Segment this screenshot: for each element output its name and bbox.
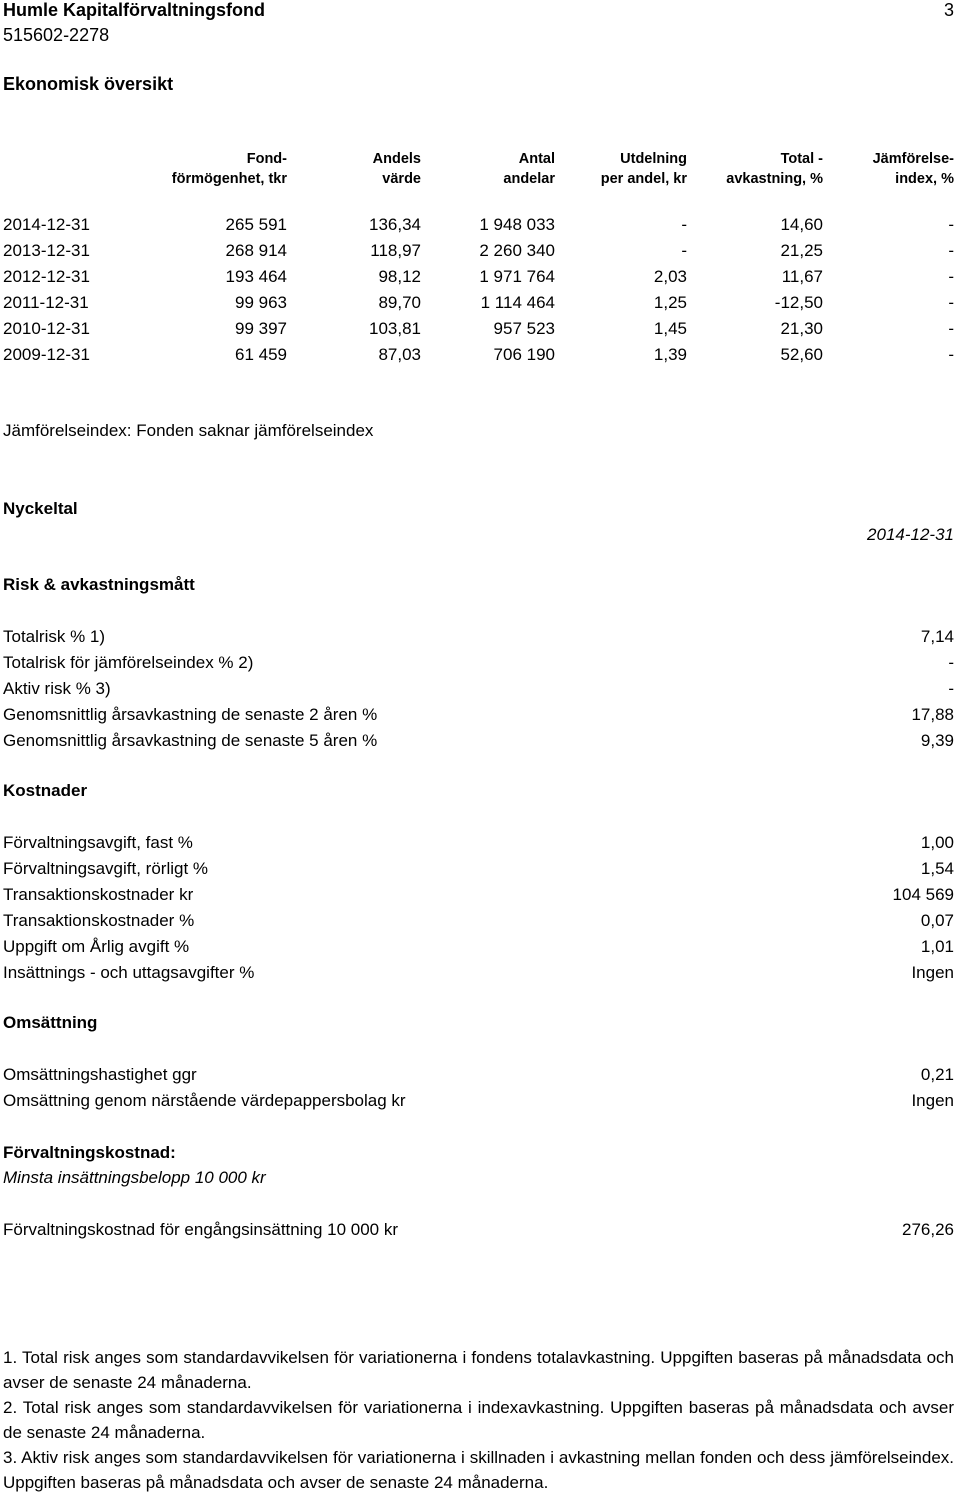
table-cell: - <box>948 215 954 234</box>
footnote-2: 2. Total risk anges som standardavvikelsen för variationerna i indexavkastning. Uppgiften baseras på månadsdata och avser de senaste 24 månaderna. <box>3 1398 954 1442</box>
table-row <box>0 266 960 292</box>
col-header-fund-assets: Fond- förmögenhet, tkr <box>171 151 287 187</box>
kv-label: Genomsnittlig årsavkastning de senaste 2 åren % <box>3 705 378 724</box>
table-cell: 2009-12-31 <box>3 345 90 364</box>
kv-label: Förvaltningsavgift, fast % <box>3 833 193 852</box>
org-number: 515602-2278 <box>3 25 110 45</box>
table-cell: 2010-12-31 <box>3 319 90 338</box>
kv-label: Genomsnittlig årsavkastning de senaste 5 åren % <box>3 731 378 750</box>
table-cell: 2012-12-31 <box>3 267 90 286</box>
table-cell: 118,97 <box>370 241 421 260</box>
page-number: 3 <box>943 0 954 20</box>
kv-label: Förvaltningsavgift, rörligt % <box>3 859 209 878</box>
kv-label: Förvaltningskostnad för engångsinsättning 10 000 kr <box>3 1220 399 1239</box>
col-header-unit-value: Andels värde <box>372 151 421 187</box>
overview-title: Ekonomisk översikt <box>3 74 174 94</box>
table-cell: - <box>948 293 954 312</box>
table-cell: 1,39 <box>653 345 687 364</box>
footnotes <box>3 1345 954 1495</box>
table-row <box>0 344 960 370</box>
table-cell: 52,60 <box>780 345 823 364</box>
kv-label: Transaktionskostnader % <box>3 911 195 930</box>
footnote-3: 3. Aktiv risk anges som standardavvikelsen för variationerna i skillnaden i avkastning mellan fonden och dess jämförelseindex. Uppgiften baseras på månadsdata och avser de senaste 24 månaderna. <box>3 1448 954 1492</box>
table-cell: 2014-12-31 <box>3 215 90 234</box>
risk-section-title: Risk & avkastningsmått <box>3 575 195 594</box>
table-row <box>0 318 960 344</box>
kv-value: - <box>948 679 954 698</box>
kv-value: Ingen <box>911 1091 954 1110</box>
kv-row-related-party-turnover <box>3 1090 954 1116</box>
kv-value: 1,01 <box>920 937 954 956</box>
kv-row-transaction-costs-pct <box>3 910 954 936</box>
kv-value: 17,88 <box>911 705 954 724</box>
kv-value: 0,07 <box>920 911 954 930</box>
kv-row-total-risk <box>3 626 954 652</box>
kv-value: Ingen <box>911 963 954 982</box>
kv-row-benchmark-risk <box>3 652 954 678</box>
table-cell: 21,25 <box>780 241 823 260</box>
table-cell: 193 464 <box>225 267 287 286</box>
table-cell: 1,25 <box>653 293 687 312</box>
table-cell: 2013-12-31 <box>3 241 90 260</box>
kv-row-avg-return-2y <box>3 704 954 730</box>
kv-value: 0,21 <box>920 1065 954 1084</box>
table-cell: 103,81 <box>369 319 421 338</box>
table-cell: 265 591 <box>225 215 287 234</box>
kv-row-turnover-rate <box>3 1064 954 1090</box>
key-figures-title: Nyckeltal <box>3 499 78 518</box>
col-header-dividend: Utdelning per andel, kr <box>600 151 687 187</box>
table-cell: 2011-12-31 <box>3 293 89 312</box>
table-cell: - <box>681 215 687 234</box>
kv-value: 104 569 <box>892 885 954 904</box>
table-cell: 957 523 <box>493 319 555 338</box>
kv-value: - <box>948 653 954 672</box>
table-cell: - <box>948 319 954 338</box>
table-cell: 21,30 <box>780 319 823 338</box>
table-cell: 99 963 <box>235 293 287 312</box>
management-cost-title: Förvaltningskostnad: <box>3 1143 176 1162</box>
kv-value: 276,26 <box>902 1220 954 1239</box>
table-cell: - <box>681 241 687 260</box>
kv-label: Uppgift om Årlig avgift % <box>3 937 190 956</box>
table-cell: 61 459 <box>235 345 287 364</box>
kv-label: Aktiv risk % 3) <box>3 679 111 698</box>
key-figures-date: 2014-12-31 <box>867 525 954 544</box>
table-row <box>0 240 960 266</box>
kv-label: Totalrisk % 1) <box>3 627 106 646</box>
benchmark-note: Jämförelseindex: Fonden saknar jämförelseindex <box>3 421 374 440</box>
table-row <box>0 214 960 240</box>
table-cell: 2,03 <box>653 267 687 286</box>
table-cell: 89,70 <box>378 293 421 312</box>
table-cell: - <box>948 241 954 260</box>
kv-row-annual-fee <box>3 936 954 962</box>
table-cell: - <box>948 267 954 286</box>
table-cell: -12,50 <box>774 293 823 312</box>
footnote-1: 1. Total risk anges som standardavvikelsen för variationerna i fondens totalavkastning. Uppgiften baseras på månadsdata och avser de senaste 24 månaderna. <box>3 1348 954 1392</box>
overview-table-body <box>0 214 960 370</box>
col-header-total-return: Total - avkastning, % <box>726 151 823 187</box>
col-header-units: Antal andelar <box>503 151 555 187</box>
overview-table-header <box>0 149 960 189</box>
table-cell: 706 190 <box>493 345 555 364</box>
kv-value: 9,39 <box>920 731 954 750</box>
kv-row-transaction-costs-kr <box>3 884 954 910</box>
kv-value: 1,00 <box>920 833 954 852</box>
table-cell: 11,67 <box>781 267 823 286</box>
fund-name: Humle Kapitalförvaltningsfond <box>3 0 266 20</box>
table-cell: 87,03 <box>378 345 421 364</box>
kv-label: Insättnings - och uttagsavgifter % <box>3 963 255 982</box>
table-cell: 99 397 <box>235 319 287 338</box>
kv-row-active-risk <box>3 678 954 704</box>
kv-label: Omsättningshastighet ggr <box>3 1065 197 1084</box>
table-cell: 14,60 <box>780 215 823 234</box>
table-cell: 98,12 <box>378 267 421 286</box>
table-cell: 136,34 <box>369 215 421 234</box>
turnover-section-title: Omsättning <box>3 1013 98 1032</box>
kv-row-avg-return-5y <box>3 730 954 756</box>
table-cell: 2 260 340 <box>479 241 555 260</box>
kv-value: 7,14 <box>920 627 954 646</box>
management-cost-subtitle: Minsta insättningsbelopp 10 000 kr <box>3 1168 266 1187</box>
table-cell: - <box>948 345 954 364</box>
kv-row-deposit-withdrawal-fees <box>3 962 954 988</box>
table-cell: 1 948 033 <box>479 215 555 234</box>
costs-section-title: Kostnader <box>3 781 88 800</box>
table-cell: 1,45 <box>653 319 687 338</box>
kv-row-fixed-fee <box>3 832 954 858</box>
kv-label: Omsättning genom närstående värdepappersbolag kr <box>3 1091 406 1110</box>
table-cell: 1 971 764 <box>479 267 555 286</box>
kv-row-variable-fee <box>3 858 954 884</box>
table-row <box>0 292 960 318</box>
table-cell: 268 914 <box>225 241 287 260</box>
kv-label: Totalrisk för jämförelseindex % 2) <box>3 653 254 672</box>
col-header-benchmark: Jämförelse- index, % <box>872 151 954 187</box>
kv-row-management-cost <box>3 1219 954 1245</box>
kv-label: Transaktionskostnader kr <box>3 885 194 904</box>
kv-value: 1,54 <box>920 859 954 878</box>
table-cell: 1 114 464 <box>480 293 555 312</box>
